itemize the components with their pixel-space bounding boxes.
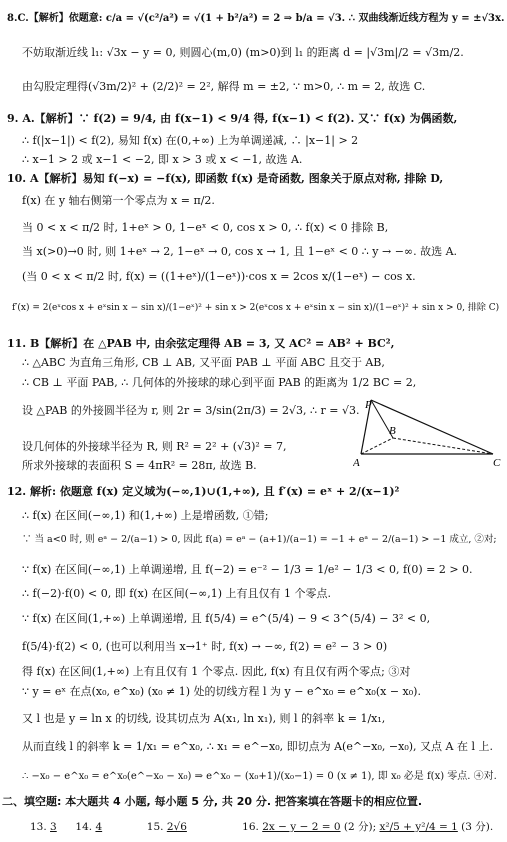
tetrahedron-figure	[353, 398, 503, 470]
solution-line: ∴ △ABC 为直角三角形, CB ⊥ AB, 又平面 PAB ⊥ 平面 ABC 且交于 AB,	[22, 356, 385, 369]
label-c: C	[493, 457, 501, 469]
solution-line: 从而直线 l 的斜率 k = 1/x₁ = e^x₀, ∴ x₁ = e^−x₀, 即切点为 A(e^−x₀, −x₀), 又点 A 在 l 上.	[22, 740, 493, 753]
answer-13-label: 13.	[30, 821, 47, 833]
solution-line: 得 f(x) 在区间(1,+∞) 上有且仅有 1 个零点. 因此, f(x) 有且仅有两个零点; ③对	[22, 665, 411, 678]
label-b: B	[389, 425, 396, 437]
solution-line: ∴ CB ⊥ 平面 PAB, ∴ 几何体的外接球的球心到平面 PAB 的距离为 1/2 BC = 2,	[22, 376, 417, 389]
solution-line: 不妨取渐近线 l₁: √3x − y = 0, 则圆心(m,0) (m>0)到 l₁ 的距离 d = |√3m|/2 = √3m/2.	[22, 46, 464, 59]
section-heading: 二、填空题: 本大题共 4 小题, 每小题 5 分, 共 20 分. 把答案填在答题卡的相应位置.	[2, 795, 423, 808]
solution-line: f(5/4)·f(2) < 0, (也可以利用当 x→1⁺ 时, f(x) → −∞, f(2) = e² − 3 > 0)	[22, 640, 388, 653]
solution-line: ∵ y = eˣ 在点(x₀, e^x₀) (x₀ ≠ 1) 处的切线方程 l 为 y − e^x₀ = e^x₀(x − x₀).	[22, 685, 421, 698]
answer-13: 3	[50, 821, 57, 833]
label-a: A	[353, 457, 360, 469]
solution-line: 所求外接球的表面积 S = 4πR² = 28π, 故选 B.	[22, 459, 257, 472]
solution-line: 当 x(>0)→0 时, 则 1+eˣ → 2, 1−eˣ → 0, cos x → 1, 且 1−eˣ < 0 ∴ y → −∞. 故选 A.	[22, 245, 458, 258]
solution-line: (当 0 < x < π/2 时, f(x) = ((1+eˣ)/(1−eˣ))·cos x = 2cos x/(1−eˣ) − cos x.	[22, 270, 416, 283]
answer-16-line-score: (2 分);	[343, 821, 377, 833]
solution-line: f′(x) = 2(eˣcos x + eˣsin x − sin x)/(1−eˣ)² + sin x > 2(eˣcos x + eˣsin x − sin x)/(1−eˣ)² + sin x > 0, 排除 C)	[12, 303, 500, 313]
solution-line: ∴ −x₀ − e^x₀ = e^x₀(e^−x₀ − x₀) ⇒ e^x₀ − (x₀+1)/(x₀−1) = 0 (x ≠ 1), 即 x₀ 必是 f(x) 零点. ④对.	[22, 771, 497, 782]
edge-bc	[393, 438, 493, 454]
solution-line: ∵ 当 a<0 时, 则 eᵃ − 2/(a−1) > 0, 因此 f(a) = eᵃ − (a+1)/(a−1) = −1 + eᵃ − 2/(a−1) > −1 成立, ②对;	[22, 534, 497, 545]
solution-line: f(x) 在 y 轴右侧第一个零点为 x = π/2.	[22, 194, 215, 207]
solution-line: ∴ x−1 > 2 或 x−1 < −2, 即 x > 3 或 x < −1, 故选 A.	[22, 153, 303, 166]
solution-line: 9. A.【解析】∵ f(2) = 9/4, 由 f(x−1) < 9/4 得, f(x−1) < f(2). 又∵ f(x) 为偶函数,	[7, 112, 458, 125]
solution-line: ∴ f(x) 在区间(−∞,1) 和(1,+∞) 上是增函数, ①错;	[22, 509, 269, 522]
solution-line: 设 △PAB 的外接圆半径为 r, 则 2r = 3/sin(2π/3) = 2√3, ∴ r = √3.	[22, 404, 360, 417]
solution-line: 8.C.【解析】依题意: c/a = √(c²/a²) = √(1 + b²/a²) = 2 ⇒ b/a = √3. ∴ 双曲线渐近线方程为 y = ±√3x.	[7, 13, 505, 24]
answer-15: 2√6	[166, 821, 187, 833]
solution-line: ∴ f(|x−1|) < f(2), 易知 f(x) 在(0,+∞) 上为单调递减, ∴ |x−1| > 2	[22, 134, 359, 147]
answer-15-label: 15.	[146, 821, 164, 833]
edge-ab	[361, 438, 393, 454]
answer-14-label: 14.	[75, 821, 93, 833]
solution-line: 12. 解析: 依题意 f(x) 定义域为(−∞,1)∪(1,+∞), 且 f′(x) = eˣ + 2/(x−1)²	[7, 485, 400, 498]
solution-line: 由勾股定理得(√3m/2)² + (2/2)² = 2², 解得 m = ±2, ∵ m>0, ∴ m = 2, 故选 C.	[22, 80, 426, 93]
label-p: P	[365, 399, 372, 411]
solution-line: 10. A【解析】易知 f(−x) = −f(x), 即函数 f(x) 是奇函数, 图象关于原点对称, 排除 D,	[7, 172, 444, 185]
answer-16-ellipse: x²/5 + y²/4 = 1	[379, 821, 458, 833]
answer-14: 4	[95, 821, 103, 833]
solution-line: ∵ f(x) 在区间(1,+∞) 上单调递增, 且 f(5/4) = e^(5/4) − 9 < 3^(5/4) − 3² < 0,	[22, 612, 431, 625]
solution-line: 11. B【解析】在 △PAB 中, 由余弦定理得 AB = 3, 又 AC² = AB² + BC²,	[7, 337, 395, 350]
answer-16-label: 16.	[242, 821, 259, 833]
answer-16-ellipse-score: (3 分).	[461, 821, 494, 833]
solution-line: 当 0 < x < π/2 时, 1+eˣ > 0, 1−eˣ < 0, cos x > 0, ∴ f(x) < 0 排除 B,	[22, 221, 389, 234]
answer-16-line: 2x − y − 2 = 0	[262, 821, 341, 833]
solution-line: ∵ f(x) 在区间(−∞,1) 上单调递增, 且 f(−2) = e⁻² − 1/3 = 1/e² − 1/3 < 0, f(0) = 2 > 0.	[22, 563, 473, 576]
solution-line: 又 l 也是 y = ln x 的切线, 设其切点为 A(x₁, ln x₁), 则 l 的斜率 k = 1/x₁,	[22, 712, 386, 725]
solution-line: ∴ f(−2)·f(0) < 0, 即 f(x) 在区间(−∞,1) 上有且仅有 1 个零点.	[22, 587, 332, 600]
answers-row	[30, 820, 493, 834]
solution-line: 设几何体的外接球半径为 R, 则 R² = 2² + (√3)² = 7,	[22, 440, 287, 453]
